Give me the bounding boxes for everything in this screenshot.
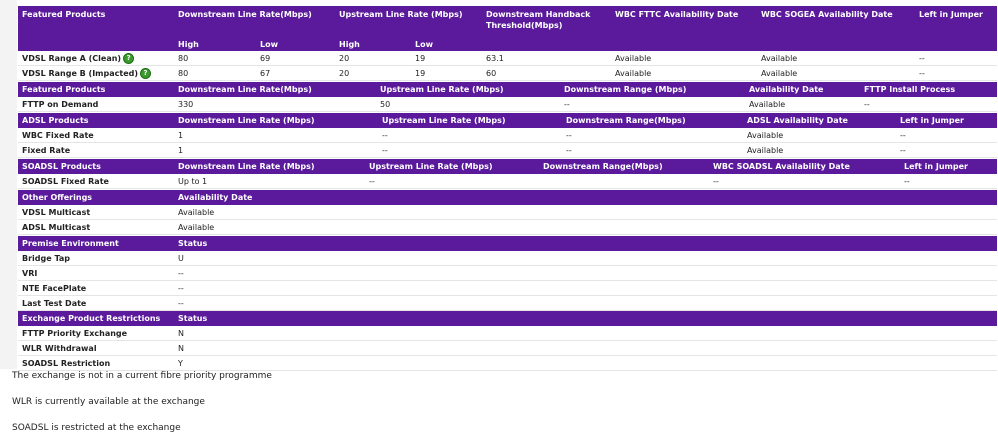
- table-row: [18, 205, 997, 220]
- col-header: Other Offerings: [22, 193, 93, 202]
- table-cell: N: [178, 344, 184, 353]
- product-name: SOADSL Restriction: [22, 359, 111, 368]
- col-header: Downstream Line Rate (Mbps): [178, 162, 315, 171]
- fibre-priority-note: The exchange is not in a current fibre priority programme: [12, 371, 272, 381]
- table-cell: 69: [260, 54, 271, 63]
- col-header: WBC FTTC Availability Date: [615, 10, 739, 19]
- col-header: Downstream Line Rate (Mbps): [178, 116, 315, 125]
- table-cell: 60: [486, 69, 497, 78]
- table-cell: --: [566, 146, 572, 155]
- product-name: Fixed Rate: [22, 146, 71, 155]
- table-cell: --: [904, 177, 910, 186]
- table-cell: --: [900, 146, 906, 155]
- product-name: FTTP Priority Exchange: [22, 329, 128, 338]
- other-offerings-table: [18, 190, 997, 235]
- table-row: [18, 296, 997, 311]
- subheader-low: Low: [415, 40, 433, 49]
- table-cell: Up to 1: [178, 177, 208, 186]
- table-cell: 63.1: [486, 54, 504, 63]
- product-name: SOADSL Fixed Rate: [22, 177, 109, 186]
- product-name: WBC Fixed Rate: [22, 131, 94, 140]
- table-row: [18, 220, 997, 235]
- col-header: Left in Jumper: [919, 10, 983, 19]
- col-header: Exchange Product Restrictions: [22, 314, 161, 323]
- table-cell: 1: [178, 146, 184, 155]
- premise-environment-table: [18, 236, 997, 311]
- table-row: [18, 326, 997, 341]
- table-cell: --: [178, 284, 184, 293]
- col-header: Upstream Line Rate (Mbps): [380, 85, 504, 94]
- table-row: [18, 174, 997, 189]
- col-header: Downstream Range(Mbps): [543, 162, 663, 171]
- table-row: [18, 266, 997, 281]
- col-header: Downstream Handback Threshold(Mbps): [486, 10, 591, 30]
- wlr-note: WLR is currently available at the exchange: [12, 397, 205, 407]
- table-cell: 330: [178, 100, 194, 109]
- table-cell: --: [564, 100, 570, 109]
- table-cell: 19: [415, 69, 426, 78]
- subheader-low: Low: [260, 40, 278, 49]
- table-cell: --: [900, 131, 906, 140]
- subheader-high: High: [178, 40, 199, 49]
- col-header: Downstream Range (Mbps): [564, 85, 687, 94]
- table-cell: --: [713, 177, 719, 186]
- col-header: Downstream Line Rate(Mbps): [178, 10, 312, 19]
- col-header: Upstream Line Rate (Mbps): [369, 162, 493, 171]
- fttc-products-table: [18, 6, 997, 81]
- table-cell: 80: [178, 69, 189, 78]
- product-name: NTE FacePlate: [22, 284, 87, 293]
- table-row: [18, 143, 997, 158]
- question-icon[interactable]: ?: [140, 68, 151, 79]
- col-header: Left in Jumper: [904, 162, 968, 171]
- col-header: FTTP Install Process: [864, 85, 956, 94]
- table-row: [18, 128, 997, 143]
- table-cell: 20: [339, 54, 350, 63]
- col-header: WBC SOGEA Availability Date: [761, 10, 893, 19]
- fttp-products-table: [18, 82, 997, 112]
- col-header: Upstream Line Rate (Mbps): [382, 116, 506, 125]
- soadsl-note: SOADSL is restricted at the exchange: [12, 423, 181, 433]
- table-row: [18, 51, 997, 66]
- table-cell: U: [178, 254, 184, 263]
- product-name: ADSL Multicast: [22, 223, 91, 232]
- table-row: [18, 66, 997, 81]
- table-row: [18, 97, 997, 112]
- product-name: VDSL Range A (Clean): [22, 54, 122, 63]
- table-row: [18, 281, 997, 296]
- product-name: VRI: [22, 269, 38, 278]
- col-header: Status: [178, 239, 208, 248]
- product-name: WLR Withdrawal: [22, 344, 97, 353]
- fttp-header-row: [18, 82, 997, 97]
- other-header-row: [18, 190, 997, 205]
- table-row: [18, 341, 997, 356]
- premise-header-row: [18, 236, 997, 251]
- col-header: SOADSL Products: [22, 162, 101, 171]
- col-header: Downstream Range(Mbps): [566, 116, 686, 125]
- col-header: Availability Date: [178, 193, 253, 202]
- product-name: Bridge Tap: [22, 254, 70, 263]
- table-cell: Available: [178, 223, 215, 232]
- adsl-header-row: [18, 113, 997, 128]
- col-header: Premise Environment: [22, 239, 119, 248]
- table-cell: 1: [178, 131, 184, 140]
- table-cell: Available: [747, 146, 784, 155]
- table-cell: Available: [615, 54, 652, 63]
- table-cell: Available: [178, 208, 215, 217]
- product-name: Last Test Date: [22, 299, 87, 308]
- table-cell: --: [178, 299, 184, 308]
- col-header: Featured Products: [22, 85, 106, 94]
- table-cell: Available: [761, 54, 798, 63]
- table-cell: --: [566, 131, 572, 140]
- table-cell: N: [178, 329, 184, 338]
- col-header: Featured Products: [22, 10, 106, 19]
- question-icon[interactable]: ?: [123, 53, 134, 64]
- table-cell: Available: [761, 69, 798, 78]
- table-cell: Available: [747, 131, 784, 140]
- adsl-products-table: [18, 113, 997, 158]
- soadsl-products-table: [18, 159, 997, 189]
- table-cell: 67: [260, 69, 271, 78]
- table-cell: --: [178, 269, 184, 278]
- table-cell: 50: [380, 100, 391, 109]
- table-cell: 20: [339, 69, 350, 78]
- col-header: ADSL Availability Date: [747, 116, 848, 125]
- table-cell: --: [382, 131, 388, 140]
- table-cell: Available: [615, 69, 652, 78]
- soadsl-header-row: [18, 159, 997, 174]
- table-cell: --: [369, 177, 375, 186]
- product-name: VDSL Multicast: [22, 208, 91, 217]
- subheader-high: High: [339, 40, 360, 49]
- fttc-subheader-row: [18, 38, 997, 51]
- product-name: FTTP on Demand: [22, 100, 99, 109]
- table-cell: --: [382, 146, 388, 155]
- col-header: WBC SOADSL Availability Date: [713, 162, 850, 171]
- col-header: ADSL Products: [22, 116, 89, 125]
- table-cell: Available: [749, 100, 786, 109]
- table-row: [18, 251, 997, 266]
- exchange-header-row: [18, 311, 997, 326]
- product-name: VDSL Range B (Impacted): [22, 69, 139, 78]
- table-cell: 80: [178, 54, 189, 63]
- col-header: Availability Date: [749, 85, 824, 94]
- table-cell: 19: [415, 54, 426, 63]
- table-cell: Y: [178, 359, 183, 368]
- col-header: Downstream Line Rate(Mbps): [178, 85, 312, 94]
- col-header: Upstream Line Rate (Mbps): [339, 10, 463, 19]
- table-cell: --: [919, 54, 925, 63]
- left-margin-strip: [0, 0, 17, 369]
- table-cell: --: [919, 69, 925, 78]
- exchange-restrictions-table: [18, 311, 997, 371]
- table-row: [18, 356, 997, 371]
- table-cell: --: [864, 100, 870, 109]
- col-header: Left in Jumper: [900, 116, 964, 125]
- fttc-header-row: [18, 6, 997, 38]
- col-header: Status: [178, 314, 208, 323]
